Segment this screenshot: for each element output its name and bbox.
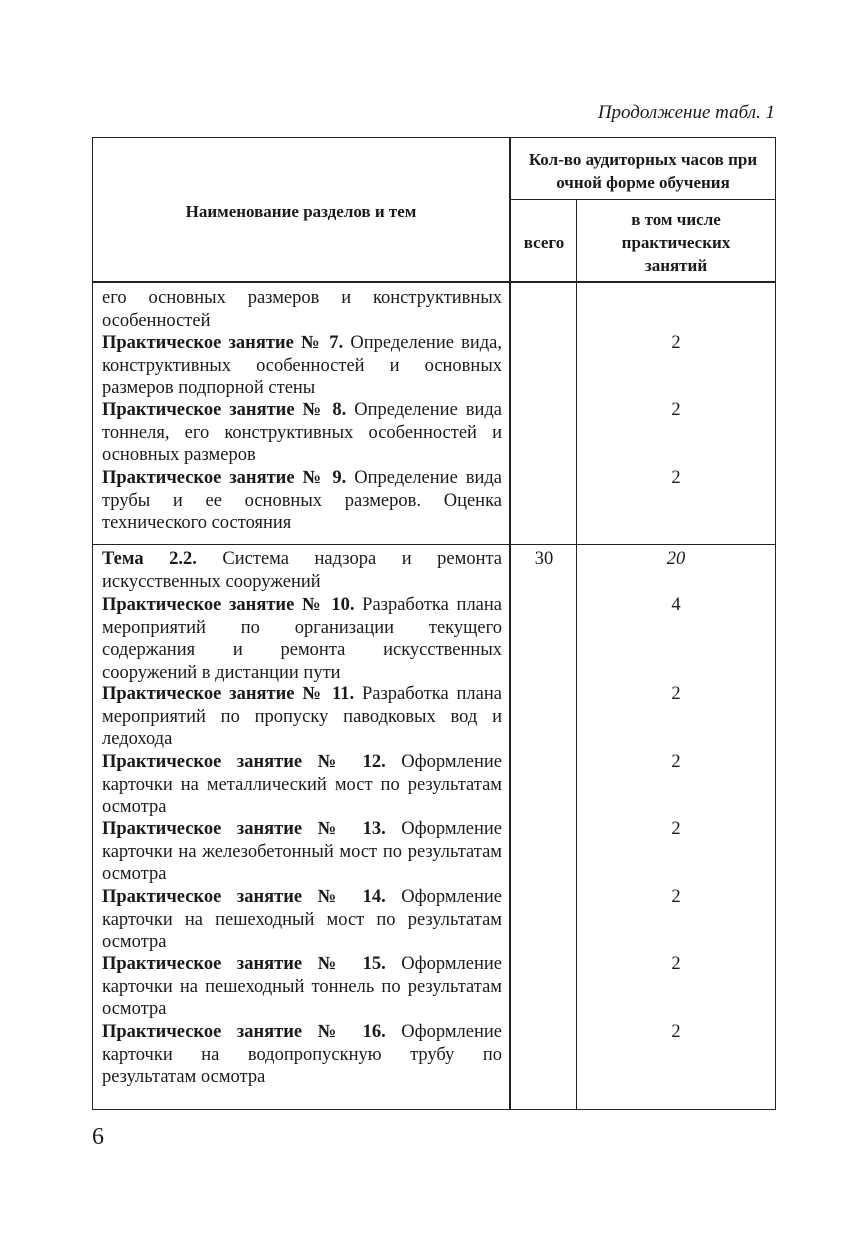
practical-hours-7: 2 — [671, 333, 681, 353]
divider-row-1 — [93, 544, 775, 545]
practical-hours-11: 2 — [671, 684, 681, 704]
topic-2-2-practical-hours: 20 — [666, 549, 686, 569]
practical-lesson-15: Практическое занятие № 15. Оформление карточки на пешеходный тоннель по результатам осмотра — [102, 954, 502, 1019]
practical-lesson-8: Практическое занятие № 8. Определение вида тоннеля, его конструктивных особенностей и основных размеров — [102, 400, 502, 465]
practical-lesson-11: Практическое занятие № 11. Разработка плана мероприятий по пропуску паводковых вод и ледохода — [102, 684, 502, 749]
topic-2-2: Тема 2.2. Система надзора и ремонта искусственных сооружений — [102, 549, 502, 592]
practical-lesson-13: Практическое занятие № 13. Оформление карточки на железобетонный мост по результатам осмотра — [102, 819, 502, 884]
practical-hours-10: 4 — [671, 595, 681, 615]
topic-2-2-total-hours: 30 — [534, 549, 554, 569]
practical-lesson-14: Практическое занятие № 14. Оформление карточки на пешеходный мост по результатам осмотра — [102, 887, 502, 952]
practical-lesson-16: Практическое занятие № 16. Оформление карточки на водопропускную трубу по результатам осмотра — [102, 1022, 502, 1087]
practical-lesson-7: Практическое занятие № 7. Определение вида, конструктивных особенностей и основных размеров подпорной стены — [102, 333, 502, 398]
practical-lesson-9: Практическое занятие № 9. Определение вида трубы и ее основных размеров. Оценка технического состояния — [102, 468, 502, 533]
row1-intro: его основных размеров и конструктивных особенностей — [102, 288, 502, 331]
practical-lesson-10: Практическое занятие № 10. Разработка плана мероприятий по организации текущего содержания и ремонта искусственных сооружений в дистанции пути — [102, 595, 502, 683]
divider-name-col — [509, 138, 511, 1109]
practical-hours-9: 2 — [671, 468, 681, 488]
divider-header-bottom — [93, 281, 775, 283]
table-caption: Продолжение табл. 1 — [597, 102, 775, 123]
page-number: 6 — [92, 1124, 104, 1150]
header-group: Кол-во аудиторных часов при очной форме обучения — [528, 150, 758, 192]
practical-hours-13: 2 — [671, 819, 681, 839]
divider-group-header — [510, 199, 776, 200]
practical-hours-15: 2 — [671, 954, 681, 974]
practical-hours-14: 2 — [671, 887, 681, 907]
practical-hours-16: 2 — [671, 1022, 681, 1042]
practical-hours-12: 2 — [671, 752, 681, 772]
practical-lesson-12: Практическое занятие № 12. Оформление карточки на металлический мост по результатам осмотра — [102, 752, 502, 817]
header-name: Наименование разделов и тем — [185, 202, 417, 221]
header-total: всего — [523, 233, 565, 252]
divider-total-col — [576, 200, 577, 1109]
practical-hours-8: 2 — [671, 400, 681, 420]
curriculum-table — [92, 137, 776, 1110]
header-practical: в том числе практических занятий — [621, 210, 731, 275]
